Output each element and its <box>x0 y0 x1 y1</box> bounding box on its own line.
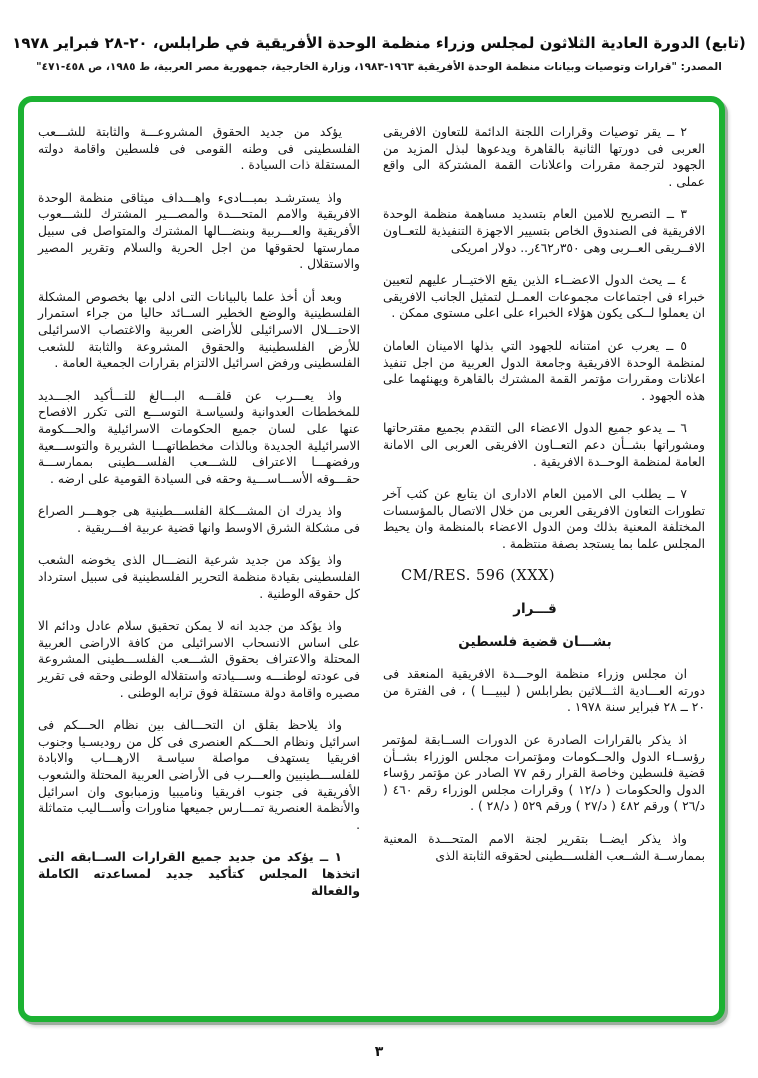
paragraph: واذ يدرك ان المشـــكلة الفلســـطينية هى جوهـــر الصراع فى مشكلة الشرق الاوسط وانها قضية عربية افـــريقية . <box>38 504 360 535</box>
paragraph: واذ يؤكد من جديد شرعية النضـــال الذى يخوضه الشعب الفلسطينى بقيادة منظمة التحرير الفلسطينية فى سبيل استرداد كل حقوقه الوطنية . <box>38 553 360 601</box>
paragraph: واذ يذكر ايضــا بتقرير لجنة الامم المتحـــدة المعنية بممارســة الشــعب الفلســـطينى لحقوقه الثابتة الذى <box>383 832 705 863</box>
page-title: (تابع) الدورة العادية الثلاثون لمجلس وزراء منظمة الوحدة الأفريقية في طرابلس، ٢٠-٢٨ فبراير ١٩٧٨ <box>12 34 746 52</box>
paragraph: يؤكد من جديد الحقوق المشروعـــة والثابتة للشـــعب الفلسطينى فى وطنه القومى فى فلسطين واقامة دولته المستقلة ذات السيادة . <box>38 125 360 173</box>
paragraph: واذ يعـــرب عن قلقـــه البـــالغ للتـــأكيد الجـــديد للمخططات العدوانية ولسياسـة التوســـع التى تكرر الافصاح عنها على لسان جميع الحكومات الاسرائيلية والحـــكومة الاسرائيلية الجديدة وبالذات مخططاتهـــا الشريرة والتوســـعية ورفضهـــا الاعتراف للشـــعب الفلســـطينى بممارســـة حقـــوقه الأســـاســـية وحقه فى السيادة القومية على ارضه . <box>38 388 360 486</box>
page-header <box>0 0 758 73</box>
resolution-reference: CM/RES. 596 (XXX) <box>401 568 556 585</box>
columns-container <box>24 102 719 1016</box>
content-frame <box>18 96 725 1022</box>
paragraph: واذ يسترشـد بمبـــادىء واهـــداف ميثاقى منظمة الوحدة الافريقية والامم المتحـــدة والمصـــير المشترك للشـــعوب الأفريقية والعـــربية وبنضـــالها المشترك والمتواصل فى سبيل ممارستها لحقوقها من اجل الحرية والسلام وتقرير المصير والاستقلال . <box>38 190 360 272</box>
page-number: ٣ <box>374 1044 384 1060</box>
resolution-heading: قـــرار <box>513 601 557 618</box>
paragraph: ان مجلس وزراء منظمة الوحـــدة الافريقية المنعقد فى دورته العـــادية الثـــلاثين بطرابلس ( ليبيـــا ) ، فى الفترة من ٢٠ ــ ٢٨ فبراير سنة ١٩٧٨ . <box>383 667 705 715</box>
column-left <box>38 124 360 1006</box>
paragraph: واذ يلاحظ بقلق ان التحـــالف بين نظام الحـــكم فى اسرائيل ونظام الحـــكم العنصرى فى كل من روديسـيا وجنوب افريقيا يستهدف مواصلة سياسـة الارهـــاب والابادة للفلســـطينيين والعـــرب فى الأراضى العربية المحتلة والشعوب الأفريقية فى جنوب افريقيا وناميبيا وزمبابوى وان اسرائيل والأنظمة العنصرية تمـــارس جميعها مناورات وأســـاليب متماثلة . <box>38 718 360 832</box>
paragraph: اذ يذكر بالقرارات الصادرة عن الدورات الســابقة لمؤتمر رؤســاء الدول والحــكومات ومؤتمرات مجلس الوزراء بشــأن قضية فلسطين وخاصة القرار رقم ٧٧ الصادر عن مؤتمر رؤساء الدول والحكومات ( د/١٢ ) وقرارات مجلس الوزراء رقم ٤٦٠ ( د/٢٦ ) ورقم ٤٨٢ ( د/٢٧ ) ورقم ٥٢٩ ( د/٢٨ ) . <box>383 733 705 814</box>
paragraph: ٥ ــ يعرب عن امتنانه للجهود التي بذلها الامينان العامان لمنظمة الوحدة الافريقية وجامعة الدول العربية من اجل تنفيذ اعلانات ومقررات مؤتمر القمة المشترك بالقاهرة ويهنئهما على هذه الجهود . <box>383 338 705 403</box>
resolution-subheading: بشـــان قضية فلسطين <box>458 633 612 650</box>
paragraph: ٢ ــ يقر توصيات وقرارات اللجنة الدائمة للتعاون الافريقى العربى فى دورتها الثانية بالقاهرة ويدعوها لبذل المزيد من الجهود لترجمة مقررات واعلانات القمة المشتركة الى واقع عملى . <box>383 125 705 189</box>
paragraph: ٤ ــ يحث الدول الاعضــاء الذين يقع الاختيــار عليهم لتعيين خبراء فى اجتماعات مجموعات العمــل لتمثيل الجانب الافريقى ان يعملوا لــكى يكون هؤلاء الخبراء على اعلى مستوى ممكن . <box>383 273 705 321</box>
paragraph: ٧ ــ يطلب الى الامين العام الادارى ان يتابع عن كثب آخر تطورات التعاون الافريقى العربى من خلال الاتصال بالمؤسسات المختلفة المعنية بذلك ومن الدول الاعضاء بالمنظمة وان يحيط المجلس علما بما يستجد بصفة منتظمة . <box>383 487 705 551</box>
paragraph: واذ يؤكد من جديد انه لا يمكن تحقيق سلام عادل ودائم الا على اساس الانسحاب الاسرائيلى من كافة الاراضى العربية المحتلة والاعتراف بحقوق الشـــعب الفلســـطينى المشروعة فى عودته لوطنـــه وســـيادته واستقلاله الوطنى وحقه فى تقرير مصيره واقامة دولة مستقلة فوق ترابه الوطنى . <box>38 619 360 700</box>
source-line: المصدر: "قرارات وتوصيات وبيانات منظمة الوحدة الأفريقية ١٩٦٣-١٩٨٣، وزارة الخارجية، جمهورية مصر العربية، ط ١٩٨٥، ص ٤٥٨-٤٧١" <box>36 60 722 73</box>
column-right <box>383 124 705 1006</box>
paragraph: وبعد أن أخذ علما بالبيانات التى ادلى بها بخصوص المشكلة الفلسطينية والوضع الخطير الســائد حاليا من جراء استمرار الاحتـــلال الاسرائيلى للأراضى العربية والاغتصاب الاسرائيلى للأرض الفلسطينية والحقوق المشروعة والثابتة للشعب الفلسطينى ورفض اسرائيل الالتزام بقرارات الجمعية العامة . <box>38 289 360 371</box>
paragraph: ١ ــ يؤكد من جديد جميع القرارات الســابقه التى اتخذها المجلس كتأكيد جديد لمساعدته الكاملة والفعالة <box>38 850 360 898</box>
paragraph: ٣ ــ التصريح للامين العام بتسديد مساهمة منظمة الوحدة الافريقية فى الصندوق الخاص بتسيير الاجهزة التنفيذية للتعــاون الافــريقى العــربى وهى ٣٥٠ر٤٦٢ر.. دولار امريكى <box>383 207 705 255</box>
paragraph: ٦ ــ يدعو جميع الدول الاعضاء الى التقدم بجميع مقترحاتها ومشوراتها بشــأن دعم التعــاون الافريقى العربى الى الامانة العامة لمنظمة الوحــدة الافريقية . <box>383 421 705 469</box>
